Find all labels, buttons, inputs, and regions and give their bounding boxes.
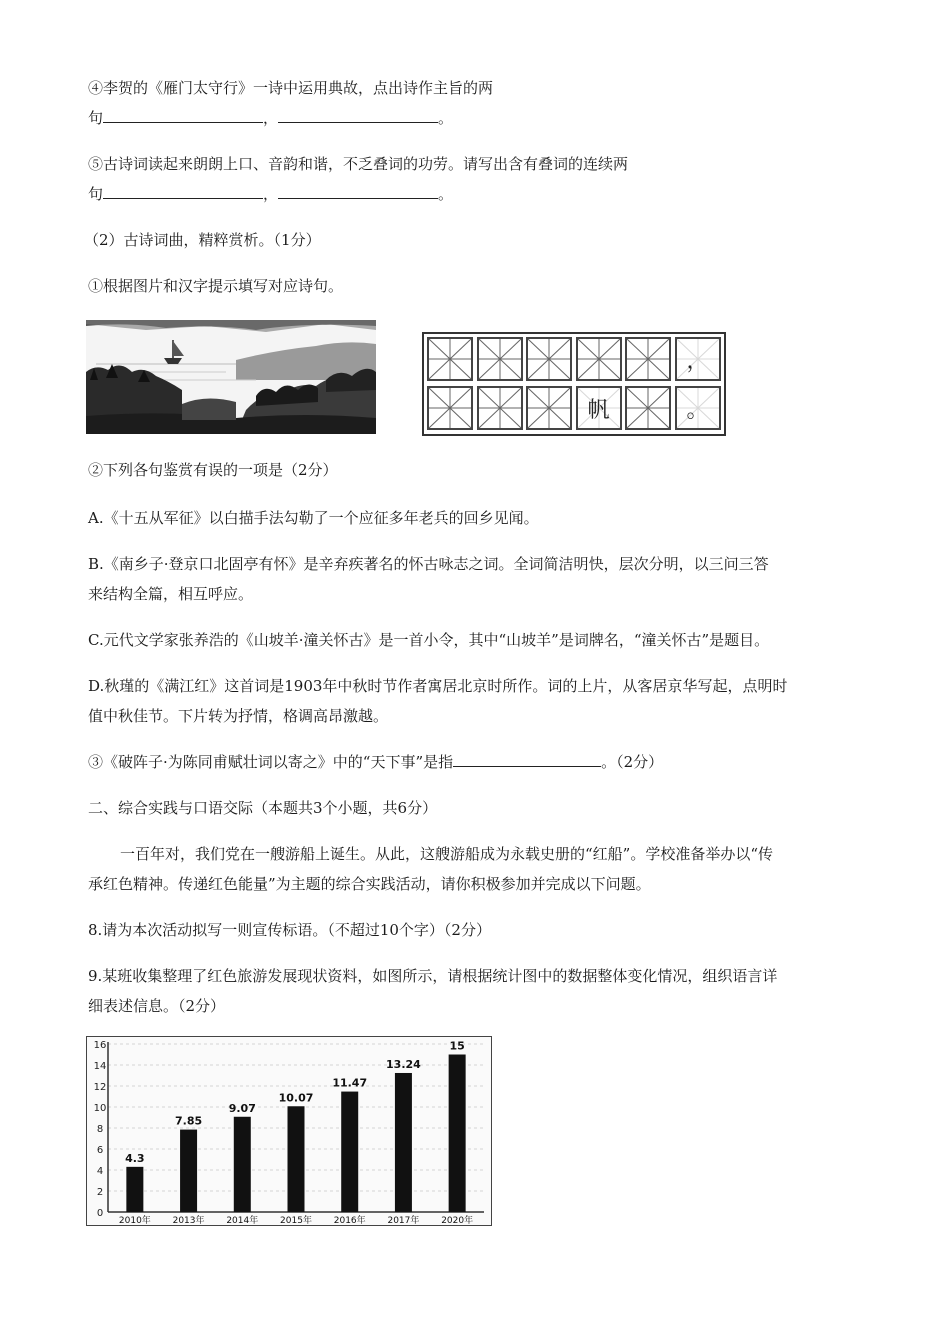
intro-line2: 承红色精神。传递红色能量”为主题的综合实践活动，请你积极参加并完成以下问题。 bbox=[88, 875, 651, 893]
option-d-line2: 值中秋佳节。下片转为抒情，格调高昂激越。 bbox=[88, 707, 389, 725]
part-2-heading: （2）古诗词曲，精粹赏析。（1分） bbox=[84, 231, 321, 249]
y-tick-label: 10 bbox=[93, 1103, 107, 1114]
section-2-heading: 二、综合实践与口语交际（本题共3个小题，共6分） bbox=[88, 799, 438, 817]
grid-guide-lines bbox=[429, 339, 471, 379]
y-tick-label: 12 bbox=[93, 1082, 107, 1093]
sub-question-3-text: ③《破阵子·为陈同甫赋壮词以寄之》中的“天下事”是指 bbox=[88, 753, 454, 771]
grid-cell-char: ， bbox=[677, 339, 719, 379]
y-tick-label: 8 bbox=[96, 1124, 104, 1135]
sub-question-3-score: 。（2分） bbox=[601, 753, 664, 771]
y-tick-label: 4 bbox=[96, 1166, 104, 1177]
question-5-sep: ， bbox=[263, 185, 279, 203]
grid-cell-char: 帆 bbox=[578, 388, 620, 428]
grid-guide-lines bbox=[627, 339, 669, 379]
grid-cell[interactable] bbox=[625, 386, 671, 430]
question-4-answer-line bbox=[88, 108, 453, 128]
question-4-sep: ， bbox=[263, 109, 279, 127]
sub-question-3 bbox=[88, 752, 663, 772]
grid-guide-lines bbox=[528, 339, 570, 379]
bar bbox=[341, 1092, 358, 1212]
x-tick-label: 2014年 bbox=[226, 1216, 259, 1226]
answer-blank-4a[interactable] bbox=[103, 108, 263, 123]
grid-cell[interactable] bbox=[477, 386, 523, 430]
grid-cell[interactable] bbox=[427, 337, 473, 381]
grid-cell[interactable] bbox=[477, 337, 523, 381]
question-4-cont: 句 bbox=[88, 109, 104, 127]
question-5 bbox=[88, 154, 628, 174]
question-8: 8.请为本次活动拟写一则宣传标语。（不超过10个字）（2分） bbox=[88, 921, 491, 939]
grid-cell[interactable] bbox=[675, 386, 721, 430]
question-5-cont: 句 bbox=[88, 185, 104, 203]
bar-value-label: 4.3 bbox=[125, 1151, 145, 1165]
grid-guide-lines bbox=[578, 339, 620, 379]
question-5-answer-line bbox=[88, 184, 453, 204]
landscape-illustration bbox=[86, 320, 376, 434]
bar-value-label: 11.47 bbox=[332, 1076, 368, 1090]
grid-guide-lines bbox=[429, 388, 471, 428]
question-4 bbox=[88, 78, 493, 98]
y-tick-label: 6 bbox=[96, 1145, 104, 1156]
x-tick-label: 2013年 bbox=[172, 1216, 205, 1226]
x-tick-label: 2010年 bbox=[118, 1216, 151, 1226]
grid-guide-lines bbox=[479, 339, 521, 379]
option-b-line2: 来结构全篇，相互呼应。 bbox=[88, 585, 254, 603]
intro-line1: 一百年对，我们党在一艘游船上诞生。从此，这艘游船成为永载史册的“红船”。学校准备举办以“传 bbox=[120, 845, 774, 863]
bar bbox=[180, 1130, 197, 1212]
question-9-line2: 细表述信息。（2分） bbox=[88, 997, 226, 1015]
bar bbox=[395, 1073, 412, 1212]
grid-cell-char: 。 bbox=[677, 388, 719, 428]
bar bbox=[234, 1117, 251, 1212]
answer-blank-4b[interactable] bbox=[278, 108, 438, 123]
bar bbox=[126, 1167, 143, 1212]
bar-value-label: 15 bbox=[449, 1039, 465, 1053]
red-tourism-bar-chart bbox=[86, 1036, 492, 1226]
grid-cell[interactable] bbox=[576, 386, 622, 430]
bar bbox=[288, 1106, 305, 1212]
y-tick-label: 0 bbox=[96, 1208, 104, 1219]
question-5-end: 。 bbox=[438, 185, 454, 203]
option-b-line1: B.《南乡子·登京口北固亭有怀》是辛弃疾著名的怀古咏志之词。全词简洁明快，层次分明，以三问三答 bbox=[88, 555, 769, 573]
x-tick-label: 2015年 bbox=[280, 1216, 312, 1226]
poem-writing-grid bbox=[422, 332, 726, 436]
bar-value-label: 7.85 bbox=[175, 1114, 203, 1128]
sub-question-1: ①根据图片和汉字提示填写对应诗句。 bbox=[88, 277, 344, 295]
y-tick-label: 14 bbox=[93, 1061, 107, 1072]
grid-guide-lines bbox=[528, 388, 570, 428]
question-5-text: ⑤古诗词读起来朗朗上口、音韵和谐，不乏叠词的功劳。请写出含有叠词的连续两 bbox=[88, 155, 629, 173]
question-4-end: 。 bbox=[438, 109, 454, 127]
bar bbox=[449, 1055, 466, 1213]
option-d-line1: D.秋瑾的《满江红》这首词是1903年中秋时节作者寓居北京时所作。词的上片，从客居京华写起，点明时 bbox=[88, 677, 788, 695]
bar-value-label: 9.07 bbox=[228, 1101, 256, 1115]
sub-question-2: ②下列各句鉴赏有误的一项是（2分） bbox=[88, 461, 338, 479]
grid-cell[interactable] bbox=[526, 337, 572, 381]
x-tick-label: 2016年 bbox=[333, 1216, 366, 1226]
question-4-text: ④李贺的《雁门太守行》一诗中运用典故，点出诗作主旨的两 bbox=[88, 79, 494, 97]
grid-cell[interactable] bbox=[576, 337, 622, 381]
answer-blank-5a[interactable] bbox=[103, 184, 263, 199]
bar-value-label: 10.07 bbox=[278, 1091, 314, 1105]
y-tick-label: 16 bbox=[93, 1040, 107, 1051]
answer-blank-3[interactable] bbox=[453, 752, 601, 767]
option-c: C.元代文学家张养浩的《山坡羊·潼关怀古》是一首小令，其中“山坡羊”是词牌名，“潼关怀古”是题目。 bbox=[88, 631, 770, 649]
grid-guide-lines bbox=[479, 388, 521, 428]
grid-cell[interactable] bbox=[427, 386, 473, 430]
answer-blank-5b[interactable] bbox=[278, 184, 438, 199]
x-tick-label: 2017年 bbox=[387, 1216, 420, 1226]
grid-cell[interactable] bbox=[526, 386, 572, 430]
x-tick-label: 2020年 bbox=[441, 1216, 474, 1226]
grid-cell[interactable] bbox=[675, 337, 721, 381]
grid-cell[interactable] bbox=[625, 337, 671, 381]
bar-value-label: 13.24 bbox=[386, 1057, 421, 1071]
question-9-line1: 9.某班收集整理了红色旅游发展现状资料，如图所示，请根据统计图中的数据整体变化情况，组织语言详 bbox=[88, 967, 778, 985]
option-a: A.《十五从军征》以白描手法勾勒了一个应征多年老兵的回乡见闻。 bbox=[88, 509, 539, 527]
grid-guide-lines bbox=[627, 388, 669, 428]
y-tick-label: 2 bbox=[96, 1187, 104, 1198]
